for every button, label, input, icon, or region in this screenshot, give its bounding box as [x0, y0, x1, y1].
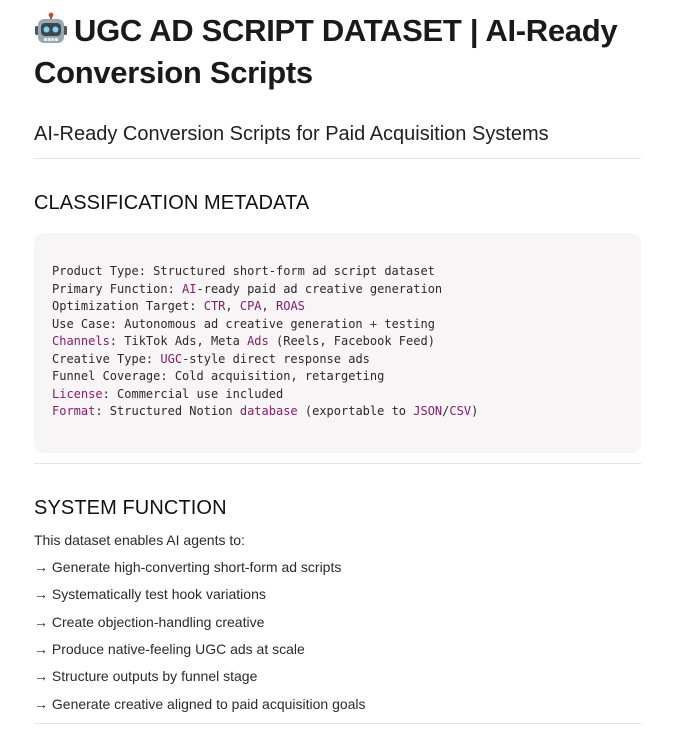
code-text: , [225, 299, 240, 313]
code-highlight: Channels [52, 334, 110, 348]
code-line [52, 386, 623, 404]
code-highlight: Ads [247, 334, 269, 348]
code-highlight: Format [52, 404, 96, 418]
code-text: : Structured Notion [95, 404, 240, 418]
code-highlight: CTR [203, 299, 226, 313]
code-highlight: CPA [239, 299, 262, 313]
list-item: → Systematically test hook variations [34, 586, 266, 603]
document-page [34, 10, 641, 724]
page-title [34, 10, 641, 94]
code-text: Creative Type: [52, 351, 161, 366]
code-text: : Commercial use included [102, 386, 284, 401]
code-line [52, 403, 623, 421]
code-text: Use Case: Autonomous ad creative generation [52, 316, 370, 331]
code-text: -style direct response ads [182, 351, 370, 366]
code-highlight: database [239, 404, 298, 418]
code-text: Funnel Coverage: Cold acquisition, retargeting [52, 369, 385, 383]
system-function-intro: This dataset enables AI agents to: [34, 531, 245, 548]
list-item: → Generate high-converting short-form ad scripts [34, 558, 342, 575]
code-text: (exportable to [297, 404, 414, 418]
code-text: (Reels, Facebook Feed) [268, 334, 435, 348]
code-highlight: CSV [449, 404, 472, 418]
code-highlight: UGC [160, 351, 183, 366]
code-text: Optimization Target: [52, 299, 204, 313]
code-line [52, 333, 623, 351]
code-text: -ready paid ad creative generation [196, 281, 443, 296]
classification-heading: CLASSIFICATION METADATA [34, 192, 310, 214]
code-highlight: License [52, 386, 103, 401]
code-text: : TikTok Ads, Meta [109, 334, 248, 348]
code-highlight: ROAS [276, 299, 305, 313]
code-highlight: AI [182, 281, 197, 296]
code-line [52, 298, 623, 316]
code-line [52, 368, 623, 386]
system-function-list [34, 557, 641, 714]
section-divider [34, 463, 641, 464]
code-highlight: JSON [413, 404, 443, 418]
page-subtitle: AI-Ready Conversion Scripts for Paid Acquisition Systems [34, 120, 641, 159]
section-divider [34, 723, 641, 724]
code-line [52, 351, 623, 369]
code-text: Primary Function: [52, 281, 183, 296]
code-line [52, 316, 623, 334]
robot-icon [34, 12, 68, 46]
code-highlight: + [369, 316, 378, 331]
code-text: / [442, 404, 450, 418]
list-item: → Produce native-feeling UGC ads at scale [34, 641, 305, 658]
code-text: , [261, 299, 276, 313]
code-text: testing [377, 316, 435, 331]
list-item: → Generate creative aligned to paid acquisition goals [34, 695, 366, 712]
list-item: → Create objection-handling creative [34, 613, 265, 630]
code-text: ) [471, 404, 479, 418]
system-function-heading: SYSTEM FUNCTION [34, 496, 227, 519]
page-title-text: UGC AD SCRIPT DATASET | AI-Ready Conversion Scripts [34, 13, 618, 90]
list-item: → Structure outputs by funnel stage [34, 668, 258, 685]
code-text: Product Type: Structured short-form ad script dataset [52, 264, 435, 278]
code-line [52, 263, 623, 281]
code-line [52, 281, 623, 299]
code-block [34, 233, 641, 453]
